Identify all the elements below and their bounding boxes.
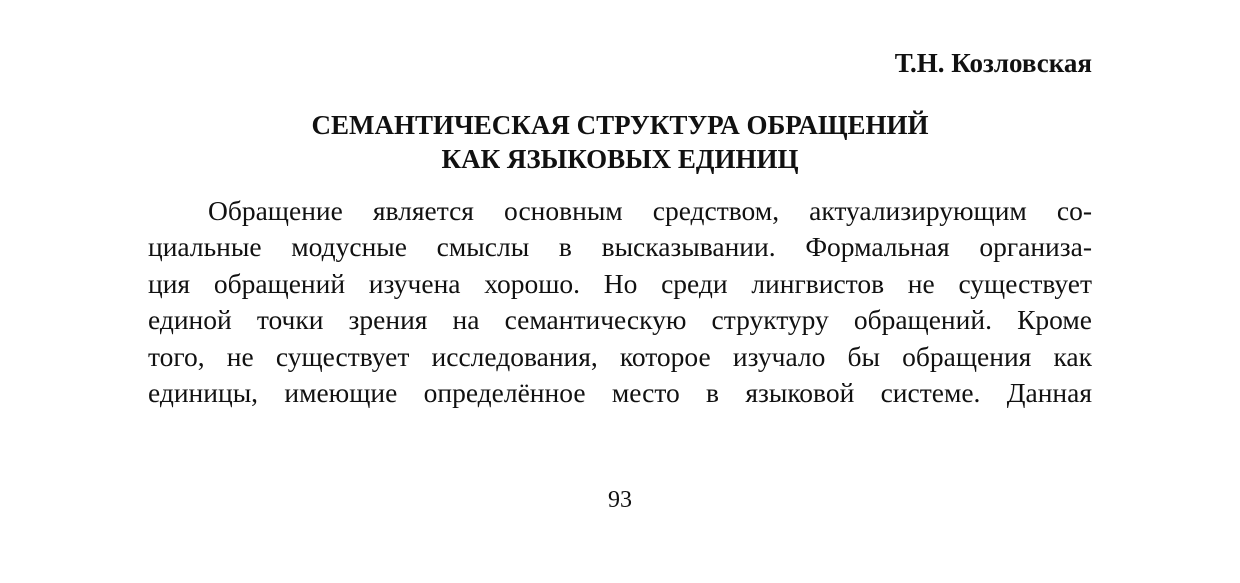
paragraph-line: циальные модусные смыслы в высказывании. Формальная организа- [148,231,1092,263]
paragraph-line: единицы, имеющие определённое место в языковой системе. Данная [148,376,1092,408]
author-name: Т.Н. Козловская [894,48,1092,78]
paragraph-line: ция обращений изучена хорошо. Но среди лингвистов не существует [148,267,1092,299]
paragraph-line: того, не существует исследования, которое изучало бы обращения как [148,340,1092,372]
title-line-1: СЕМАНТИЧЕСКАЯ СТРУКТУРА ОБРАЩЕНИЙ [311,110,929,140]
paragraph-line: Обращение является основным средством, актуализирующим со- [208,195,1092,226]
body-paragraph [148,193,1092,411]
page-number: 93 [608,487,632,513]
article-title [148,108,1092,176]
title-line-2: КАК ЯЗЫКОВЫХ ЕДИНИЦ [441,144,799,174]
paragraph-line: единой точки зрения на семантическую структуру обращений. Кроме [148,304,1092,336]
